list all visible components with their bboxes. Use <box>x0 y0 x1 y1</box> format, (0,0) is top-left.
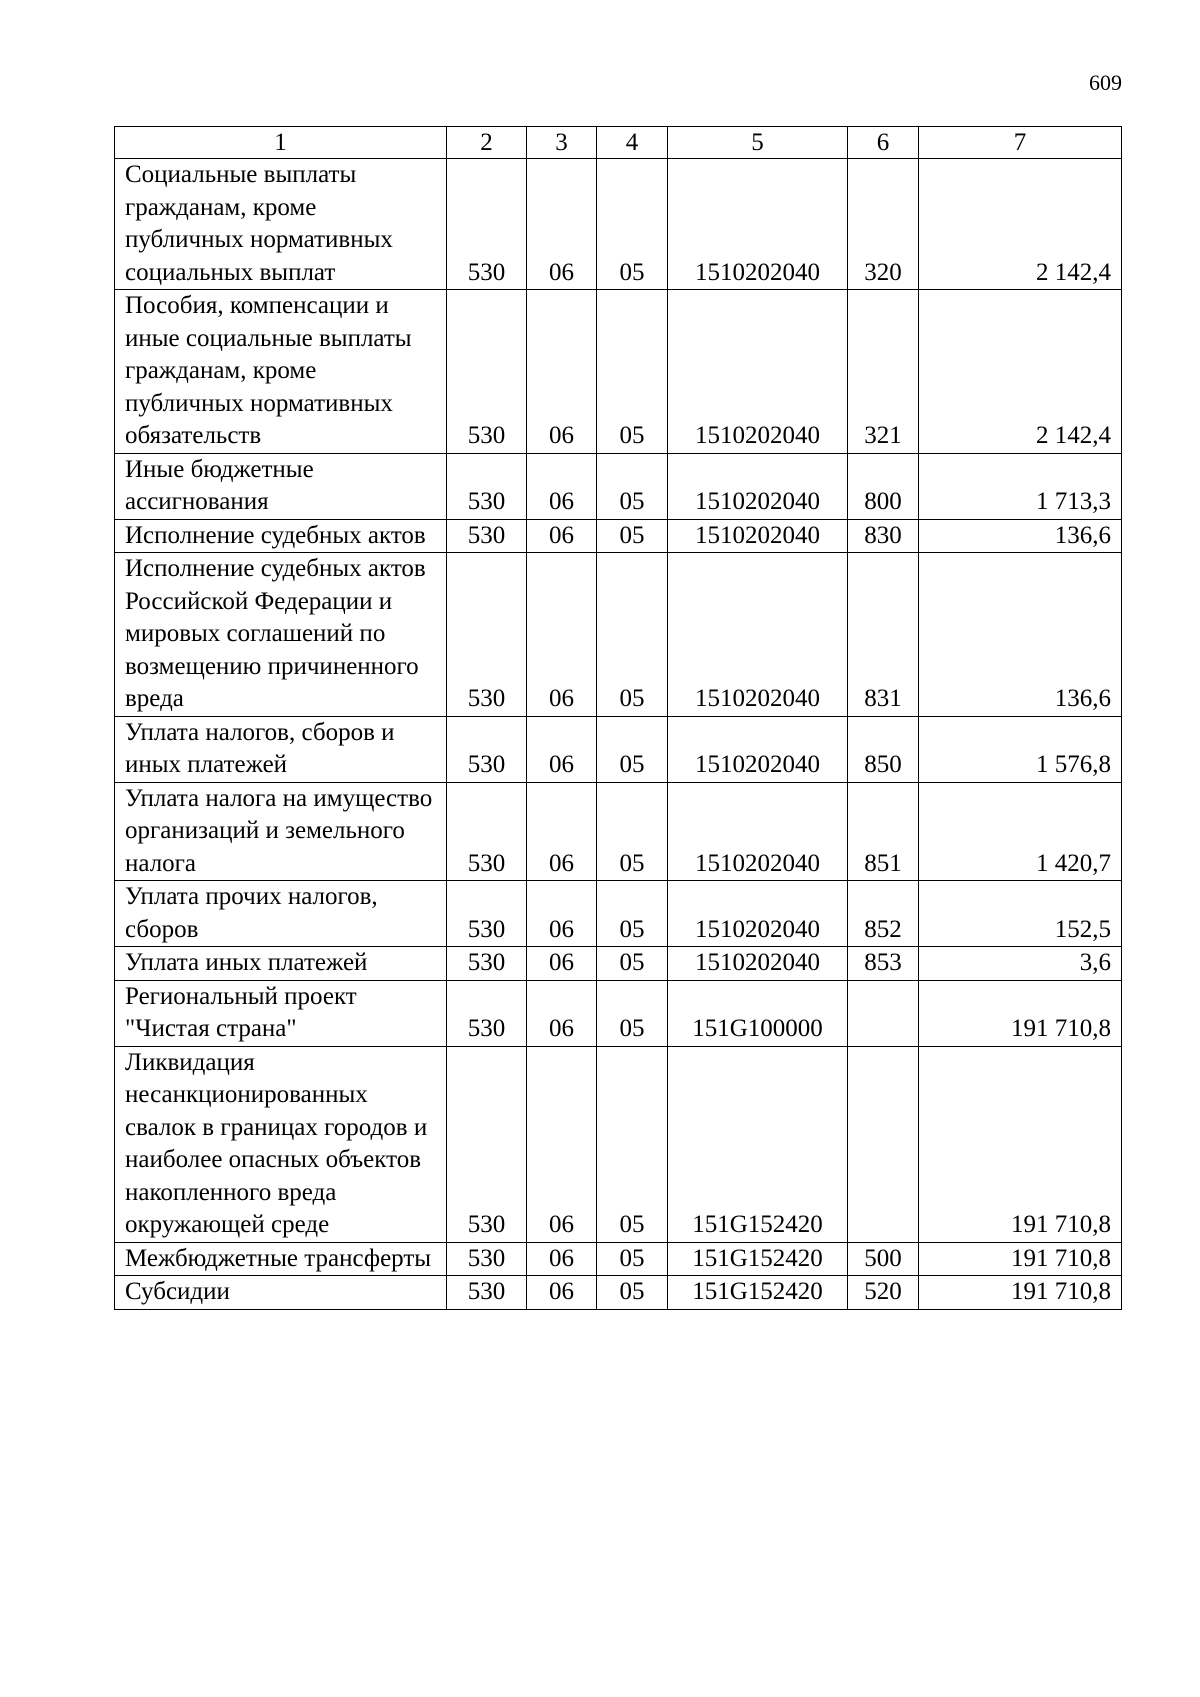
row-cell-2: 530 <box>447 159 527 290</box>
row-name-cell: Уплата иных платежей <box>115 947 447 981</box>
row-cell-3: 06 <box>527 782 597 881</box>
row-sum-cell: 2 142,4 <box>919 159 1122 290</box>
table-row <box>115 782 1122 881</box>
row-cell-4: 05 <box>597 159 668 290</box>
row-cell-5: 1510202040 <box>668 947 848 981</box>
row-cell-2: 530 <box>447 290 527 454</box>
row-cell-6 <box>848 980 919 1046</box>
row-cell-2: 530 <box>447 1242 527 1276</box>
row-cell-2: 530 <box>447 519 527 553</box>
row-cell-6: 852 <box>848 881 919 947</box>
row-cell-6: 853 <box>848 947 919 981</box>
row-cell-6: 850 <box>848 716 919 782</box>
table-row <box>115 453 1122 519</box>
row-cell-5: 1510202040 <box>668 290 848 454</box>
row-cell-4: 05 <box>597 1276 668 1310</box>
row-cell-2: 530 <box>447 1276 527 1310</box>
row-name-cell: Социальные выплаты гражданам, кроме публичных нормативных социальных выплат <box>115 159 447 290</box>
table-row <box>115 716 1122 782</box>
header-cell-7: 7 <box>919 127 1122 159</box>
row-cell-2: 530 <box>447 947 527 981</box>
row-cell-3: 06 <box>527 290 597 454</box>
row-cell-3: 06 <box>527 1276 597 1310</box>
header-cell-1: 1 <box>115 127 447 159</box>
row-name-cell: Ликвидация несанкционированных свалок в границах городов и наиболее опасных объектов накопленного вреда окружающей среде <box>115 1046 447 1242</box>
row-sum-cell: 191 710,8 <box>919 1046 1122 1242</box>
row-sum-cell: 152,5 <box>919 881 1122 947</box>
row-cell-2: 530 <box>447 782 527 881</box>
row-cell-3: 06 <box>527 881 597 947</box>
row-name-cell: Уплата налога на имущество организаций и земельного налога <box>115 782 447 881</box>
row-cell-6: 520 <box>848 1276 919 1310</box>
page-number: 609 <box>1089 70 1122 95</box>
budget-table <box>114 126 1122 1310</box>
row-cell-2: 530 <box>447 453 527 519</box>
row-cell-2: 530 <box>447 716 527 782</box>
header-cell-5: 5 <box>668 127 848 159</box>
table-row <box>115 1242 1122 1276</box>
row-cell-5: 1510202040 <box>668 159 848 290</box>
header-cell-6: 6 <box>848 127 919 159</box>
row-sum-cell: 191 710,8 <box>919 1276 1122 1310</box>
row-cell-6: 320 <box>848 159 919 290</box>
row-cell-3: 06 <box>527 716 597 782</box>
row-cell-5: 1510202040 <box>668 782 848 881</box>
row-name-cell: Региональный проект "Чистая страна" <box>115 980 447 1046</box>
row-cell-4: 05 <box>597 290 668 454</box>
row-cell-4: 05 <box>597 782 668 881</box>
row-cell-4: 05 <box>597 1242 668 1276</box>
row-sum-cell: 136,6 <box>919 553 1122 717</box>
row-cell-6: 500 <box>848 1242 919 1276</box>
row-name-cell: Исполнение судебных актов Российской Федерации и мировых соглашений по возмещению причиненного вреда <box>115 553 447 717</box>
table-row <box>115 553 1122 717</box>
row-cell-2: 530 <box>447 980 527 1046</box>
table-row <box>115 159 1122 290</box>
table-row <box>115 881 1122 947</box>
row-sum-cell: 1 576,8 <box>919 716 1122 782</box>
row-cell-4: 05 <box>597 453 668 519</box>
row-cell-3: 06 <box>527 1242 597 1276</box>
row-name-cell: Межбюджетные трансферты <box>115 1242 447 1276</box>
table-row <box>115 1276 1122 1310</box>
row-name-cell: Пособия, компенсации и иные социальные выплаты гражданам, кроме публичных нормативных обязательств <box>115 290 447 454</box>
row-cell-6: 800 <box>848 453 919 519</box>
row-cell-5: 1510202040 <box>668 553 848 717</box>
row-sum-cell: 1 420,7 <box>919 782 1122 881</box>
row-cell-5: 1510202040 <box>668 716 848 782</box>
row-sum-cell: 191 710,8 <box>919 980 1122 1046</box>
row-sum-cell: 2 142,4 <box>919 290 1122 454</box>
row-cell-6: 851 <box>848 782 919 881</box>
row-cell-5: 151G152420 <box>668 1276 848 1310</box>
row-sum-cell: 136,6 <box>919 519 1122 553</box>
table-row <box>115 290 1122 454</box>
row-cell-3: 06 <box>527 980 597 1046</box>
table-row <box>115 980 1122 1046</box>
row-cell-2: 530 <box>447 553 527 717</box>
row-cell-3: 06 <box>527 159 597 290</box>
row-cell-5: 1510202040 <box>668 519 848 553</box>
row-cell-4: 05 <box>597 519 668 553</box>
table-row <box>115 947 1122 981</box>
row-cell-3: 06 <box>527 519 597 553</box>
header-cell-4: 4 <box>597 127 668 159</box>
row-sum-cell: 1 713,3 <box>919 453 1122 519</box>
row-cell-5: 1510202040 <box>668 453 848 519</box>
row-cell-4: 05 <box>597 1046 668 1242</box>
row-sum-cell: 191 710,8 <box>919 1242 1122 1276</box>
row-cell-5: 151G152420 <box>668 1046 848 1242</box>
table-row <box>115 1046 1122 1242</box>
row-name-cell: Иные бюджетные ассигнования <box>115 453 447 519</box>
row-cell-2: 530 <box>447 881 527 947</box>
row-name-cell: Исполнение судебных актов <box>115 519 447 553</box>
header-cell-3: 3 <box>527 127 597 159</box>
row-cell-3: 06 <box>527 453 597 519</box>
header-cell-2: 2 <box>447 127 527 159</box>
row-cell-3: 06 <box>527 947 597 981</box>
row-cell-4: 05 <box>597 947 668 981</box>
table-body <box>115 159 1122 1310</box>
row-cell-6: 831 <box>848 553 919 717</box>
row-sum-cell: 3,6 <box>919 947 1122 981</box>
row-cell-4: 05 <box>597 980 668 1046</box>
row-name-cell: Уплата прочих налогов, сборов <box>115 881 447 947</box>
row-cell-4: 05 <box>597 716 668 782</box>
row-cell-6 <box>848 1046 919 1242</box>
row-name-cell: Уплата налогов, сборов и иных платежей <box>115 716 447 782</box>
row-cell-3: 06 <box>527 1046 597 1242</box>
row-cell-2: 530 <box>447 1046 527 1242</box>
header-row <box>115 127 1122 159</box>
row-cell-4: 05 <box>597 553 668 717</box>
row-cell-5: 151G100000 <box>668 980 848 1046</box>
row-name-cell: Субсидии <box>115 1276 447 1310</box>
row-cell-3: 06 <box>527 553 597 717</box>
table-header <box>115 127 1122 159</box>
row-cell-6: 321 <box>848 290 919 454</box>
table-row <box>115 519 1122 553</box>
row-cell-5: 1510202040 <box>668 881 848 947</box>
row-cell-5: 151G152420 <box>668 1242 848 1276</box>
row-cell-6: 830 <box>848 519 919 553</box>
row-cell-4: 05 <box>597 881 668 947</box>
